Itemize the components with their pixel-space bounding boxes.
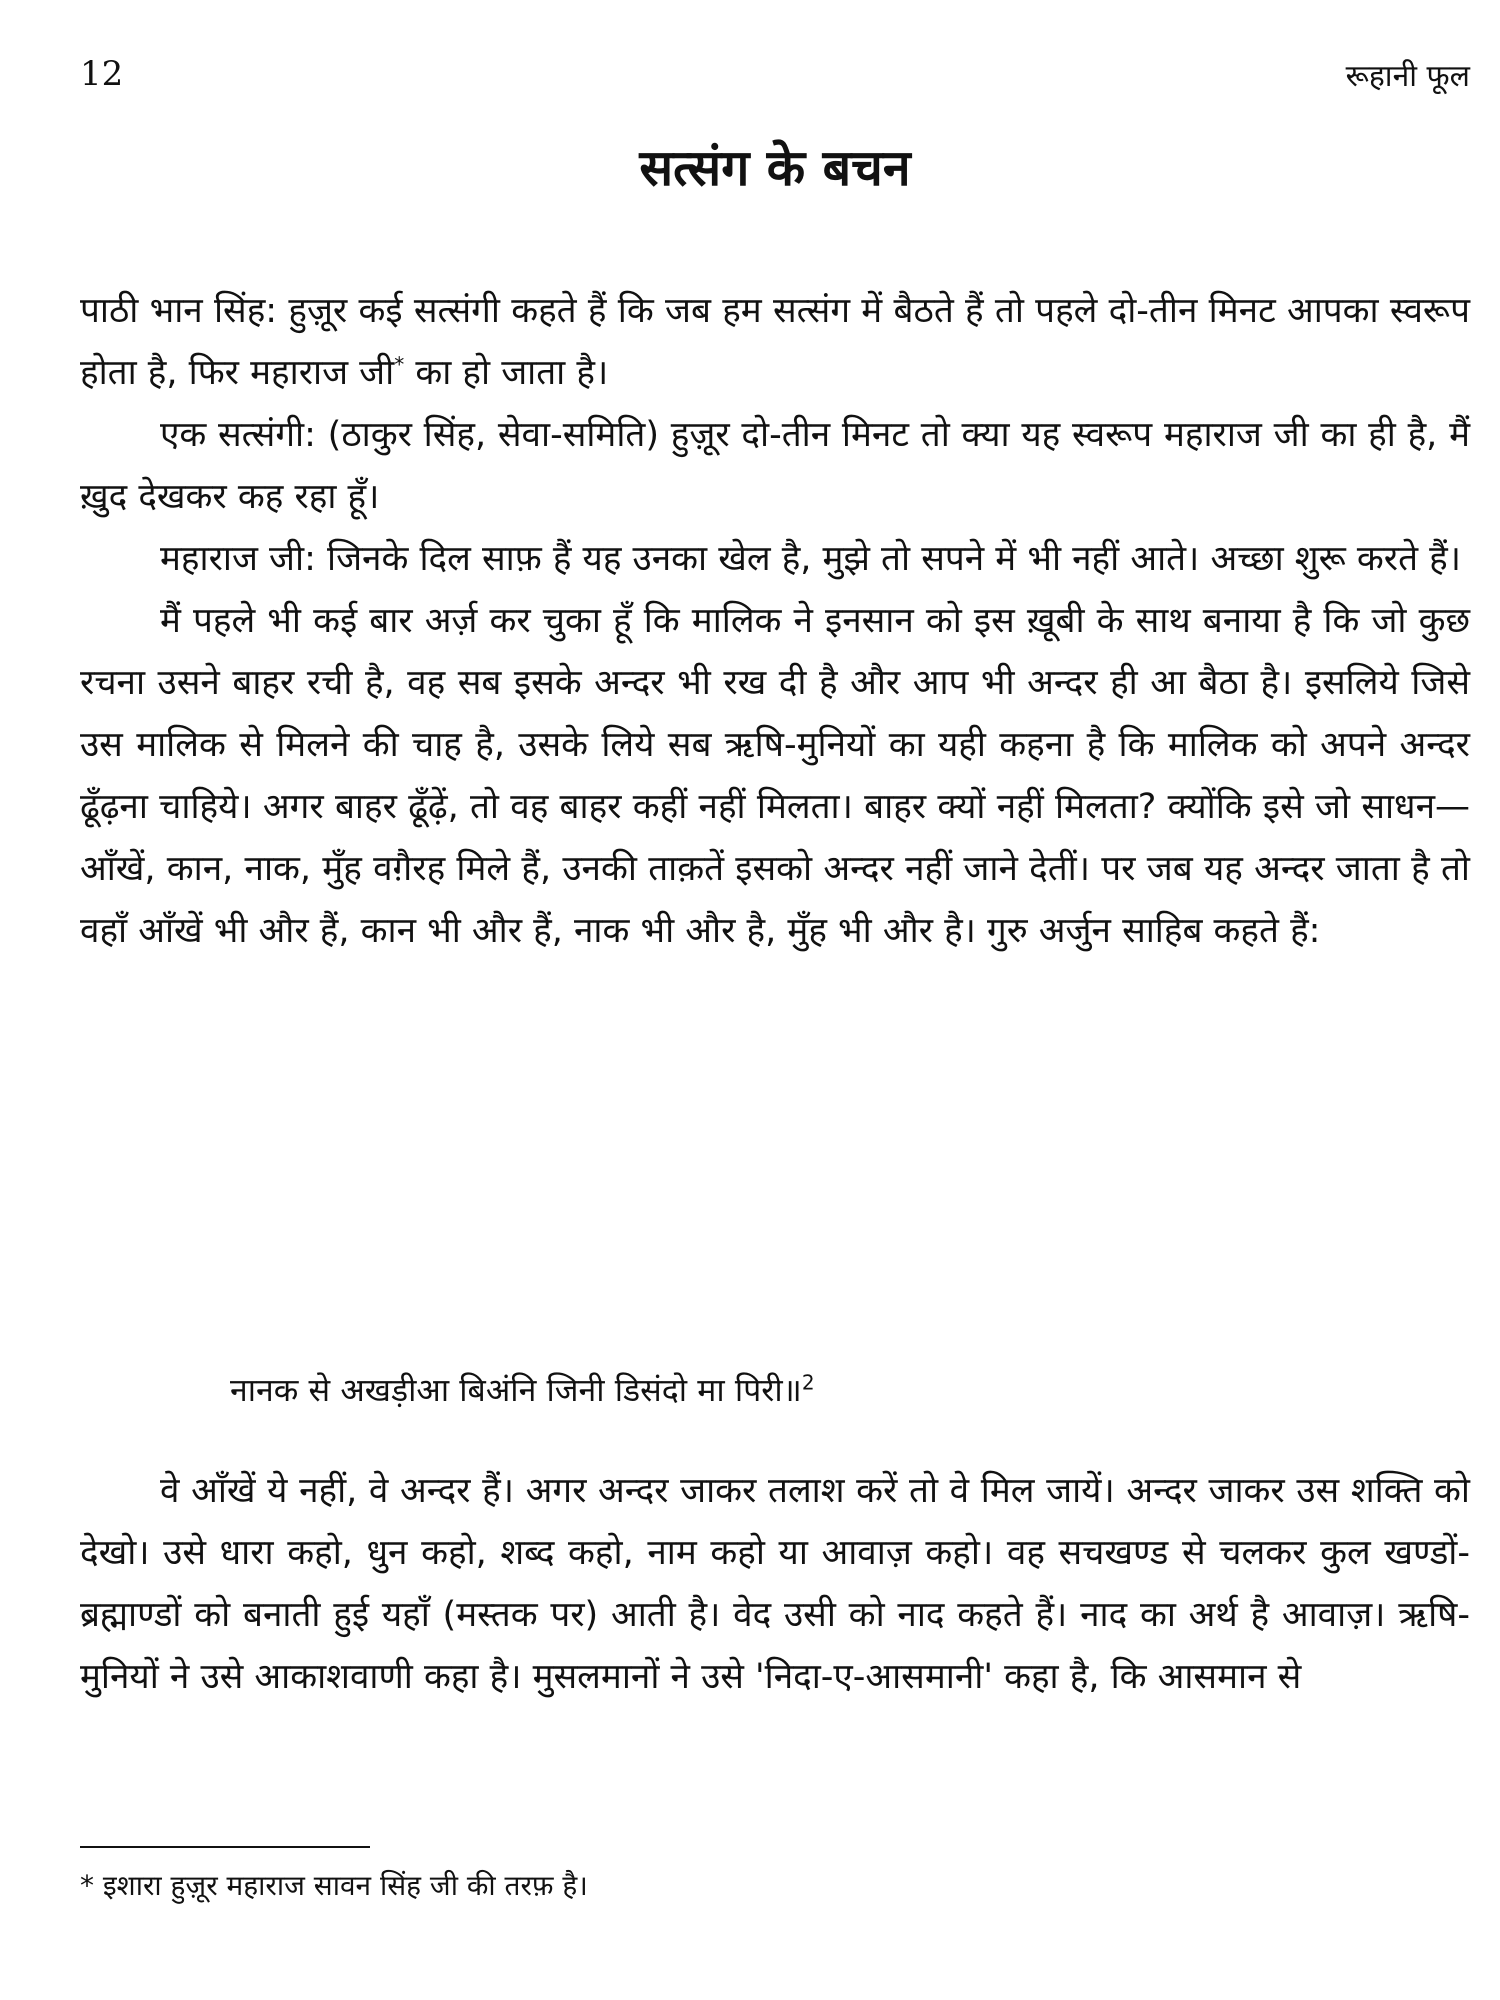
paragraph-text: का हो जाता है। — [404, 353, 609, 393]
page-header — [80, 50, 1470, 110]
paragraph: महाराज जी: जिनके दिल साफ़ हैं यह उनका खेल है, मुझे तो सपने में भी नहीं आते। अच्छा शुरू करते हैं। — [160, 539, 1462, 579]
quote-text: नानक से अखड़ीआ बिअंनि जिनी डिसंदो मा पिरी॥ — [230, 1371, 802, 1409]
footnote-marker: * — [394, 352, 405, 377]
footnote-divider — [80, 1846, 370, 1848]
body-text — [80, 280, 1470, 962]
paragraph — [80, 280, 1470, 404]
paragraph: मैं पहले भी कई बार अर्ज़ कर चुका हूँ कि मालिक ने इनसान को इस ख़ूबी के साथ बनाया है कि जो कुछ रचना उसने बाहर रची है, वह सब इसके अन्दर भी रख दी है और आप भी अन्दर ही आ बैठा है। इसलिये जिसे उस मालिक से मिलने की चाह है, उसके लिये सब ऋषि-मुनियों का यही कहना है कि मालिक को अपने अन्दर ढूँढ़ना चाहिये। अगर बाहर ढूँढ़ें, तो वह बाहर कहीं नहीं मिलता। बाहर क्यों नहीं मिलता? क्योंकि इसे जो साधन—आँखें, कान, नाक, मुँह वग़ैरह मिले हैं, उनकी ताक़तें इसको अन्दर नहीं जाने देतीं। पर जब यह अन्दर जाता है तो वहाँ आँखें भी और हैं, कान भी और हैं, नाक भी और है, मुँह भी और है। गुरु अर्जुन साहिब कहते हैं: — [80, 601, 1470, 951]
book-title: रूहानी फूल — [1345, 59, 1470, 94]
quote-reference: 2 — [801, 1370, 815, 1395]
book-page — [80, 50, 1470, 1970]
paragraph: वे आँखें ये नहीं, वे अन्दर हैं। अगर अन्दर जाकर तलाश करें तो वे मिल जायें। अन्दर जाकर उस शक्ति को देखो। उसे धारा कहो, धुन कहो, शब्द कहो, नाम कहो या आवाज़ कहो। वह सचखण्ड से चलकर कुल खण्डों-ब्रह्माण्डों को बनाती हुई यहाँ (मस्तक पर) आती है। वेद उसी को नाद कहते हैं। नाद का अर्थ है आवाज़। ऋषि-मुनियों ने उसे आकाशवाणी कहा है। मुसलमानों ने उसे 'निदा-ए-आसमानी' कहा है, कि आसमान से — [80, 1471, 1470, 1697]
paragraph: एक सत्संगी: (ठाकुर सिंह, सेवा-समिति) हुज़ूर दो-तीन मिनट तो क्या यह स्वरूप महाराज जी का ही है, मैं ख़ुद देखकर कह रहा हूँ। — [80, 415, 1470, 517]
scripture-quote — [230, 1368, 815, 1411]
paragraph-text: पाठी भान सिंह: हुज़ूर कई सत्संगी कहते हैं कि जब हम सत्संग में बैठते हैं तो पहले दो-तीन मिनट आपका स्वरूप होता है, फिर महाराज जी — [80, 291, 1470, 393]
chapter-title: सत्संग के बचन — [639, 139, 911, 197]
page-number: 12 — [80, 54, 124, 94]
footnote: * इशारा हुज़ूर महाराज सावन सिंह जी की तरफ़ है। — [80, 1869, 588, 1902]
body-text-continued — [80, 1460, 1470, 1708]
